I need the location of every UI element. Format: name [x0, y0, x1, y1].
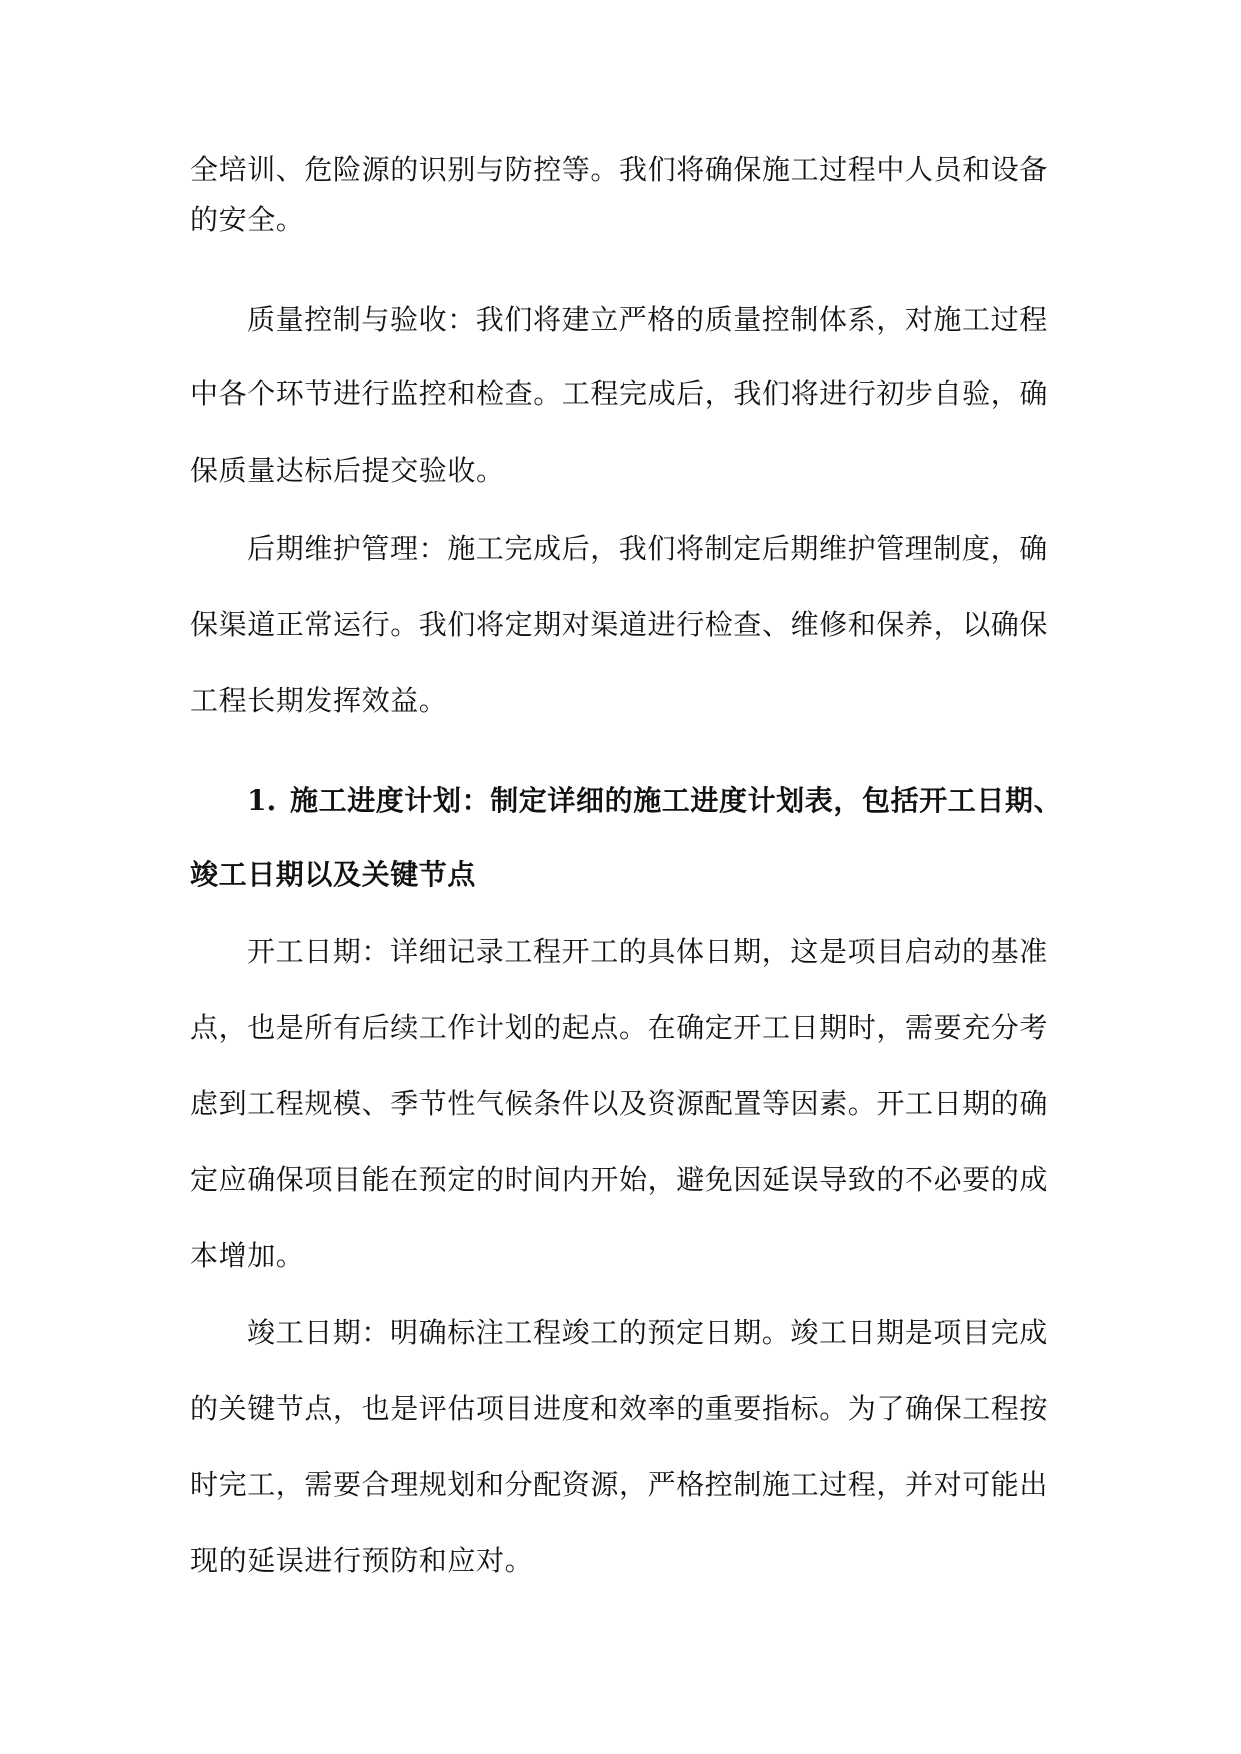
text-line: 点，也是所有后续工作计划的起点。在确定开工日期时，需要充分考 — [190, 1011, 1049, 1044]
heading-number: 1. — [247, 784, 277, 817]
text-line: 虑到工程规模、季节性气候条件以及资源配置等因素。开工日期的确 — [190, 1087, 1049, 1120]
text-line: 开工日期：详细记录工程开工的具体日期，这是项目启动的基准 — [247, 935, 1048, 968]
text-line: 保质量达标后提交验收。 — [190, 454, 505, 487]
text-line: 质量控制与验收：我们将建立严格的质量控制体系，对施工过程 — [247, 303, 1048, 336]
text-line: 定应确保项目能在预定的时间内开始，避免因延误导致的不必要的成 — [190, 1163, 1049, 1196]
text-line: 本增加。 — [190, 1239, 305, 1272]
heading-text-line: 施工进度计划：制定详细的施工进度计划表，包括开工日期、 — [290, 784, 1063, 817]
text-line: 时完工，需要合理规划和分配资源，严格控制施工过程，并对可能出 — [190, 1468, 1049, 1501]
text-line: 的关键节点，也是评估项目进度和效率的重要指标。为了确保工程按 — [190, 1392, 1049, 1425]
text-line: 中各个环节进行监控和检查。工程完成后，我们将进行初步自验，确 — [190, 377, 1049, 410]
text-line: 竣工日期：明确标注工程竣工的预定日期。竣工日期是项目完成 — [247, 1316, 1048, 1349]
text-line: 保渠道正常运行。我们将定期对渠道进行检查、维修和保养，以确保 — [190, 608, 1049, 641]
text-line: 后期维护管理：施工完成后，我们将制定后期维护管理制度，确 — [247, 532, 1048, 565]
text-line: 工程长期发挥效益。 — [190, 684, 448, 717]
heading-text-line: 竣工日期以及关键节点 — [190, 858, 477, 891]
text-line: 全培训、危险源的识别与防控等。我们将确保施工过程中人员和设备 — [190, 153, 1049, 186]
text-line: 的安全。 — [190, 203, 305, 236]
text-line: 现的延误进行预防和应对。 — [190, 1544, 534, 1577]
